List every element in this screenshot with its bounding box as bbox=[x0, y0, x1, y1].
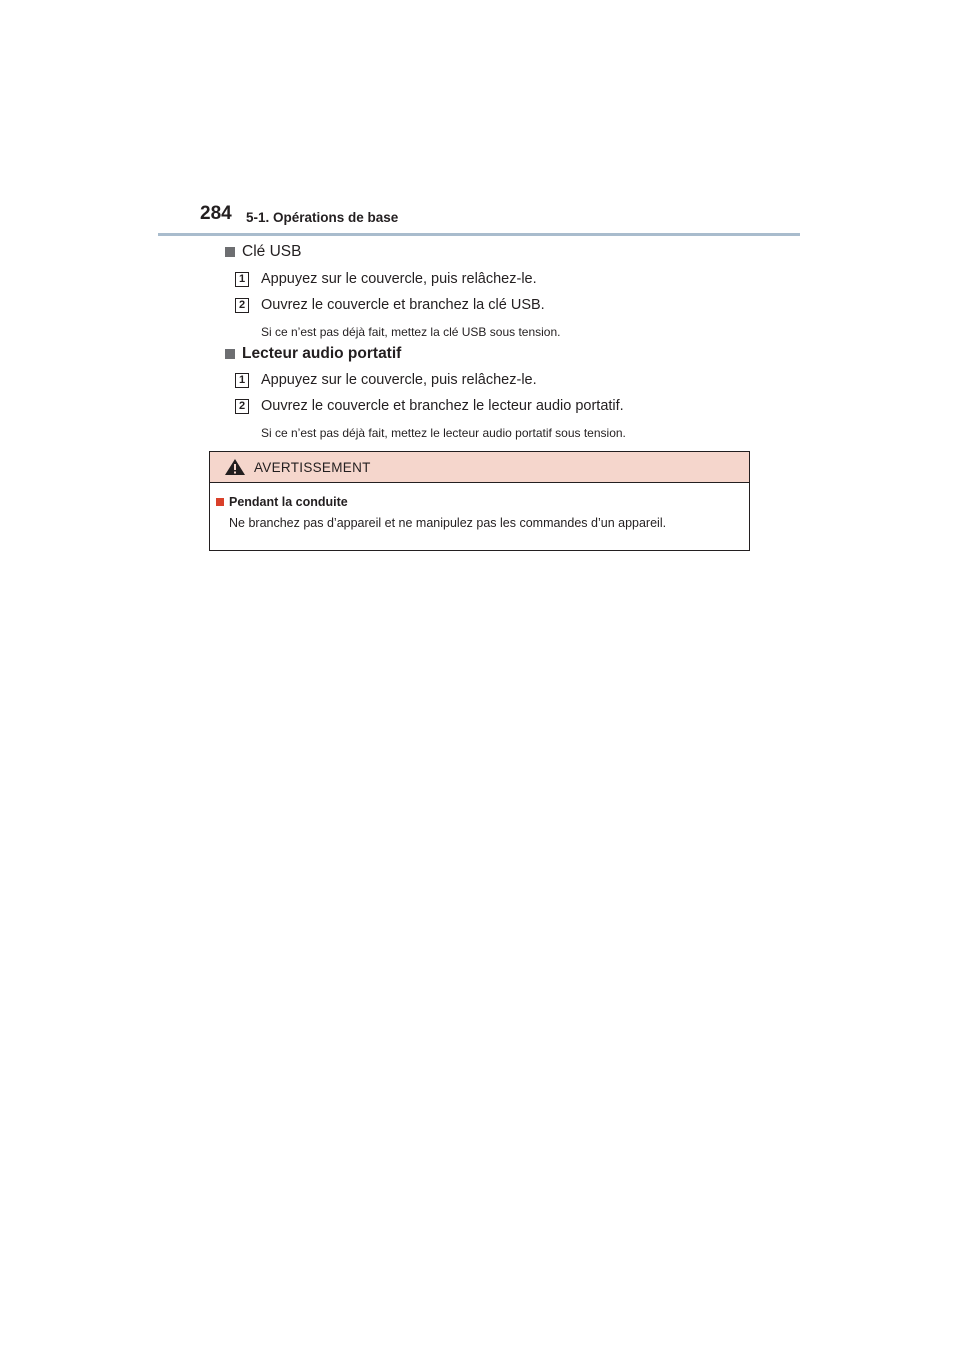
warning-triangle-icon bbox=[224, 458, 246, 476]
warning-subheading-label: Pendant la conduite bbox=[229, 495, 348, 509]
portable-subheading bbox=[225, 345, 401, 363]
step-text: Appuyez sur le couvercle, puis relâchez-le. bbox=[261, 271, 537, 287]
step-text: Ouvrez le couvercle et branchez le lecteur audio portatif. bbox=[261, 398, 624, 414]
portable-note: Si ce n’est pas déjà fait, mettez le lecteur audio portatif sous tension. bbox=[261, 426, 626, 440]
warning-subheading bbox=[216, 495, 348, 509]
header-rule bbox=[158, 233, 800, 236]
step-text: Ouvrez le couvercle et branchez la clé USB. bbox=[261, 297, 545, 313]
section-title: 5-1. Opérations de base bbox=[246, 210, 399, 225]
portable-subheading-label: Lecteur audio portatif bbox=[242, 345, 402, 362]
step-number: 1 bbox=[235, 373, 249, 388]
warning-header bbox=[210, 452, 749, 483]
warning-box bbox=[209, 451, 750, 551]
usb-subheading-label: Clé USB bbox=[242, 243, 302, 260]
usb-note: Si ce n’est pas déjà fait, mettez la clé USB sous tension. bbox=[261, 325, 561, 339]
square-bullet-icon bbox=[216, 498, 224, 506]
step-number: 1 bbox=[235, 272, 249, 287]
square-bullet-icon bbox=[225, 247, 235, 257]
step-number: 2 bbox=[235, 399, 249, 414]
square-bullet-icon bbox=[225, 349, 235, 359]
page-number: 284 bbox=[200, 203, 232, 224]
usb-subheading bbox=[225, 243, 301, 261]
step-text: Appuyez sur le couvercle, puis relâchez-le. bbox=[261, 372, 537, 388]
warning-title: AVERTISSEMENT bbox=[254, 459, 371, 475]
step-number: 2 bbox=[235, 298, 249, 313]
warning-text: Ne branchez pas d’appareil et ne manipulez pas les commandes d’un appareil. bbox=[229, 516, 667, 530]
